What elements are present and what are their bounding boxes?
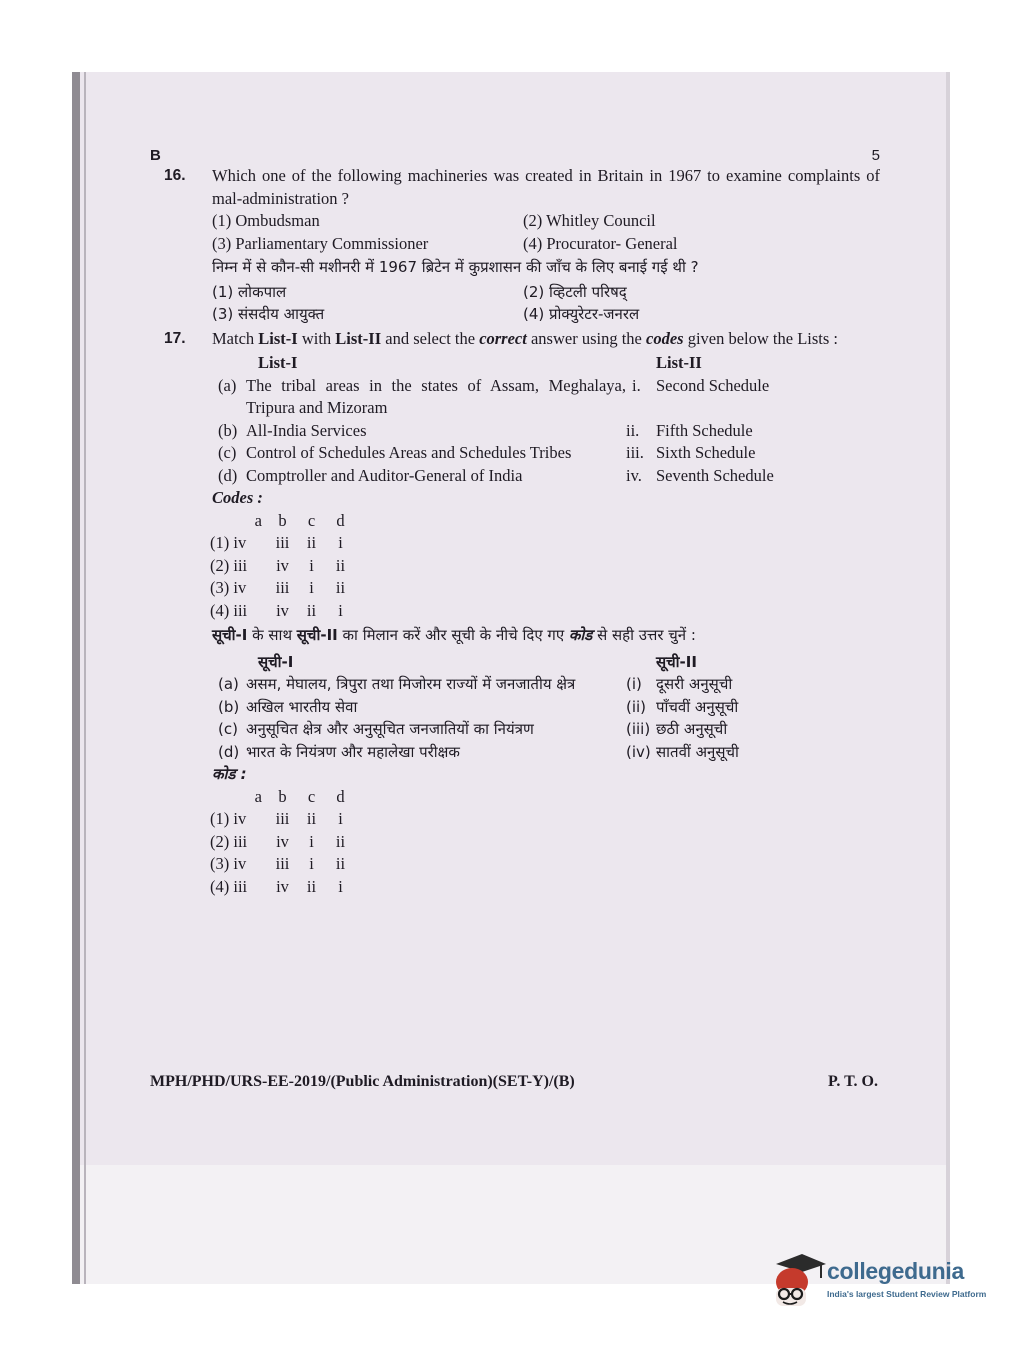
codes-header-row (210, 510, 355, 533)
question-16 (150, 165, 880, 326)
codes-row (210, 876, 355, 899)
codes-row (210, 808, 355, 831)
code-d: i (338, 600, 343, 620)
code-option: (4) (210, 876, 230, 896)
code-option: (2) (210, 555, 230, 575)
set-label: B (150, 147, 161, 164)
option-1-hi: (1) लोकपाल (212, 282, 287, 301)
code-c: ii (306, 600, 317, 620)
row-key: (c) (218, 720, 238, 738)
codes-row (210, 555, 355, 578)
text: का मिलान करें और सूची के नीचे दिए गए (337, 626, 569, 644)
paper-code: MPH/PHD/URS-EE-2019/(Public Administration)(SET-Y)/(B) (150, 1073, 575, 1090)
match-table-hi (218, 651, 880, 764)
col-d: d (336, 510, 345, 530)
row-val: Seventh Schedule (656, 465, 774, 485)
code-a: iv (233, 809, 247, 828)
code-b: iii (275, 809, 290, 828)
text: से सही उत्तर चुनें : (592, 626, 696, 644)
spacer (218, 352, 246, 375)
row-text: The tribal areas in the states of Assam, Meghalaya, Tripura and Mizoram (246, 375, 626, 417)
text: and select the (381, 328, 480, 348)
text: given below the Lists : (683, 328, 839, 348)
col-b: b (278, 510, 287, 530)
student-mascot-icon (768, 1250, 826, 1312)
page-header (150, 145, 880, 165)
code-option: (2) (210, 831, 230, 851)
row-key: (a) (218, 675, 239, 693)
code-c: i (309, 555, 314, 575)
question-number: 16. (164, 167, 186, 184)
code-a: iii (233, 876, 248, 896)
code-cell (210, 876, 268, 899)
code-d: ii (335, 555, 346, 575)
row-num: (iv) (626, 742, 651, 761)
option-2: (2) Whitley Council (523, 211, 656, 230)
code-b: iv (276, 831, 289, 851)
text: सूची-I (212, 626, 248, 644)
text: List-II (335, 328, 382, 348)
row-num: i. (632, 375, 641, 395)
code-c: ii (306, 533, 317, 552)
row-val: दूसरी अनुसूची (656, 675, 733, 693)
code-d: ii (335, 831, 346, 851)
code-c: i (309, 831, 314, 851)
code-option: (1) (210, 533, 230, 552)
codes-table-en (210, 510, 355, 623)
text: correct (479, 328, 527, 348)
text: कोड (568, 626, 593, 644)
options-en (212, 210, 880, 255)
option-4: (4) Procurator- General (523, 233, 678, 253)
code-d: i (338, 809, 343, 828)
code-option: (1) (210, 809, 230, 828)
code-c: i (309, 854, 314, 873)
code-b: iv (276, 600, 289, 620)
col-a: a (254, 510, 262, 530)
question-number: 17. (164, 329, 186, 347)
code-option: (3) (210, 854, 230, 873)
spacer (626, 651, 656, 674)
row-num: iii. (626, 443, 644, 462)
list2-heading: List-II (656, 353, 702, 372)
code-a: iii (233, 555, 248, 575)
exam-page (150, 145, 880, 898)
code-cell (210, 831, 268, 854)
row-text: भारत के नियंत्रण और महालेखा परीक्षक (246, 742, 460, 761)
row-text: अखिल भारतीय सेवा (246, 697, 358, 716)
row-val: पाँचवीं अनुसूची (656, 697, 739, 716)
row-text: असम, मेघालय, त्रिपुरा तथा मिजोरम राज्यों में जनजातीय क्षेत्र (246, 675, 576, 693)
row-val: Sixth Schedule (656, 443, 756, 462)
row-num: ii. (626, 420, 640, 440)
option-3-hi: (3) संसदीय आयुक्त (212, 305, 325, 323)
code-a: iii (233, 831, 248, 851)
code-d: ii (335, 854, 346, 873)
code-d: i (338, 876, 343, 896)
row-text: अनुसूचित क्षेत्र और अनुसूचित जनजातियों का नियंत्रण (246, 720, 534, 738)
question-text-en: Which one of the following machineries was created in Britain in 1967 to examine complaints of mal-administration ? (212, 166, 880, 208)
question-17 (150, 328, 880, 899)
row-val: सातवीं अनुसूची (656, 742, 739, 761)
row-text: All-India Services (246, 420, 367, 440)
codes-row (210, 600, 355, 623)
page-number: 5 (871, 147, 880, 164)
col-c: c (307, 786, 316, 806)
text: List-I (258, 328, 298, 348)
col-a: a (254, 786, 262, 806)
row-val: छठी अनुसूची (656, 720, 728, 738)
code-cell (210, 532, 268, 555)
row-num: (iii) (626, 720, 651, 738)
binding-edge (72, 72, 80, 1284)
text: codes (646, 328, 684, 348)
code-b: iii (275, 854, 290, 873)
code-c: ii (306, 809, 317, 828)
codes-title-hi: कोड : (212, 765, 247, 783)
brand-tagline: India's largest Student Review Platform (827, 1289, 987, 1299)
spacer (218, 651, 246, 674)
col-c: c (307, 510, 316, 530)
codes-title: Codes : (212, 488, 263, 507)
code-b: iv (276, 555, 289, 575)
text: के साथ (247, 626, 297, 644)
option-4-hi: (4) प्रोक्युरेटर-जनरल (523, 305, 640, 323)
codes-row (210, 577, 355, 600)
list1-heading-hi: सूची-I (258, 652, 294, 671)
row-key: (a) (218, 375, 237, 395)
code-c: ii (306, 876, 317, 896)
code-cell (210, 808, 268, 831)
col-b: b (278, 786, 287, 806)
col-d: d (336, 786, 345, 806)
please-turn-over: P. T. O. (828, 1073, 878, 1090)
codes-row (210, 532, 355, 555)
code-b: iii (275, 533, 290, 552)
question-text-hi: निम्न में से कौन-सी मशीनरी में 1967 ब्रिटेन में कुप्रशासन की जाँच के लिए बनाई गई थी ? (212, 258, 699, 276)
list1-heading: List-I (258, 353, 298, 372)
text: with (297, 328, 336, 348)
codes-header-row (210, 786, 355, 809)
code-d: i (338, 533, 343, 552)
option-1: (1) Ombudsman (212, 211, 320, 230)
row-key: (b) (218, 420, 238, 440)
row-key: (d) (218, 465, 238, 485)
code-b: iii (275, 578, 290, 597)
text: Match (212, 328, 259, 348)
row-text: Comptroller and Auditor-General of India (246, 465, 523, 485)
code-cell (210, 853, 268, 876)
code-a: iv (233, 578, 247, 597)
binding-line (84, 72, 86, 1284)
code-a: iii (233, 600, 248, 620)
code-cell (210, 555, 268, 578)
option-3: (3) Parliamentary Commissioner (212, 233, 429, 253)
row-key: (b) (218, 697, 240, 716)
row-val: Fifth Schedule (656, 420, 753, 440)
code-option: (4) (210, 600, 230, 620)
code-c: i (309, 578, 314, 597)
options-hi (212, 281, 880, 326)
row-num: (i) (626, 675, 642, 693)
spacer (626, 352, 656, 375)
question-text-en (212, 328, 880, 351)
row-key: (d) (218, 742, 240, 761)
list2-heading-hi: सूची-II (656, 652, 697, 671)
page-footer (150, 1073, 878, 1091)
code-b: iv (276, 876, 289, 896)
option-2-hi: (2) व्हिटली परिषद् (523, 282, 627, 301)
code-cell (210, 577, 268, 600)
code-cell (210, 600, 268, 623)
row-key: (c) (218, 443, 237, 462)
collegedunia-watermark (768, 1248, 998, 1318)
codes-row (210, 831, 355, 854)
page-edge (946, 72, 950, 1284)
row-num: (ii) (626, 697, 647, 716)
text: सूची-II (296, 626, 338, 644)
row-val: Second Schedule (656, 375, 770, 395)
code-d: ii (335, 578, 346, 597)
question-text-hi (212, 624, 880, 647)
codes-table-hi (210, 786, 355, 899)
code-a: iv (233, 854, 247, 873)
row-text: Control of Schedules Areas and Schedules Tribes (246, 443, 572, 462)
code-a: iv (233, 533, 247, 552)
code-option: (3) (210, 578, 230, 597)
row-num: iv. (626, 465, 642, 485)
codes-row (210, 853, 355, 876)
text: answer using the (526, 328, 646, 348)
brand-name: collegedunia (827, 1258, 964, 1284)
match-table-en (218, 352, 880, 487)
